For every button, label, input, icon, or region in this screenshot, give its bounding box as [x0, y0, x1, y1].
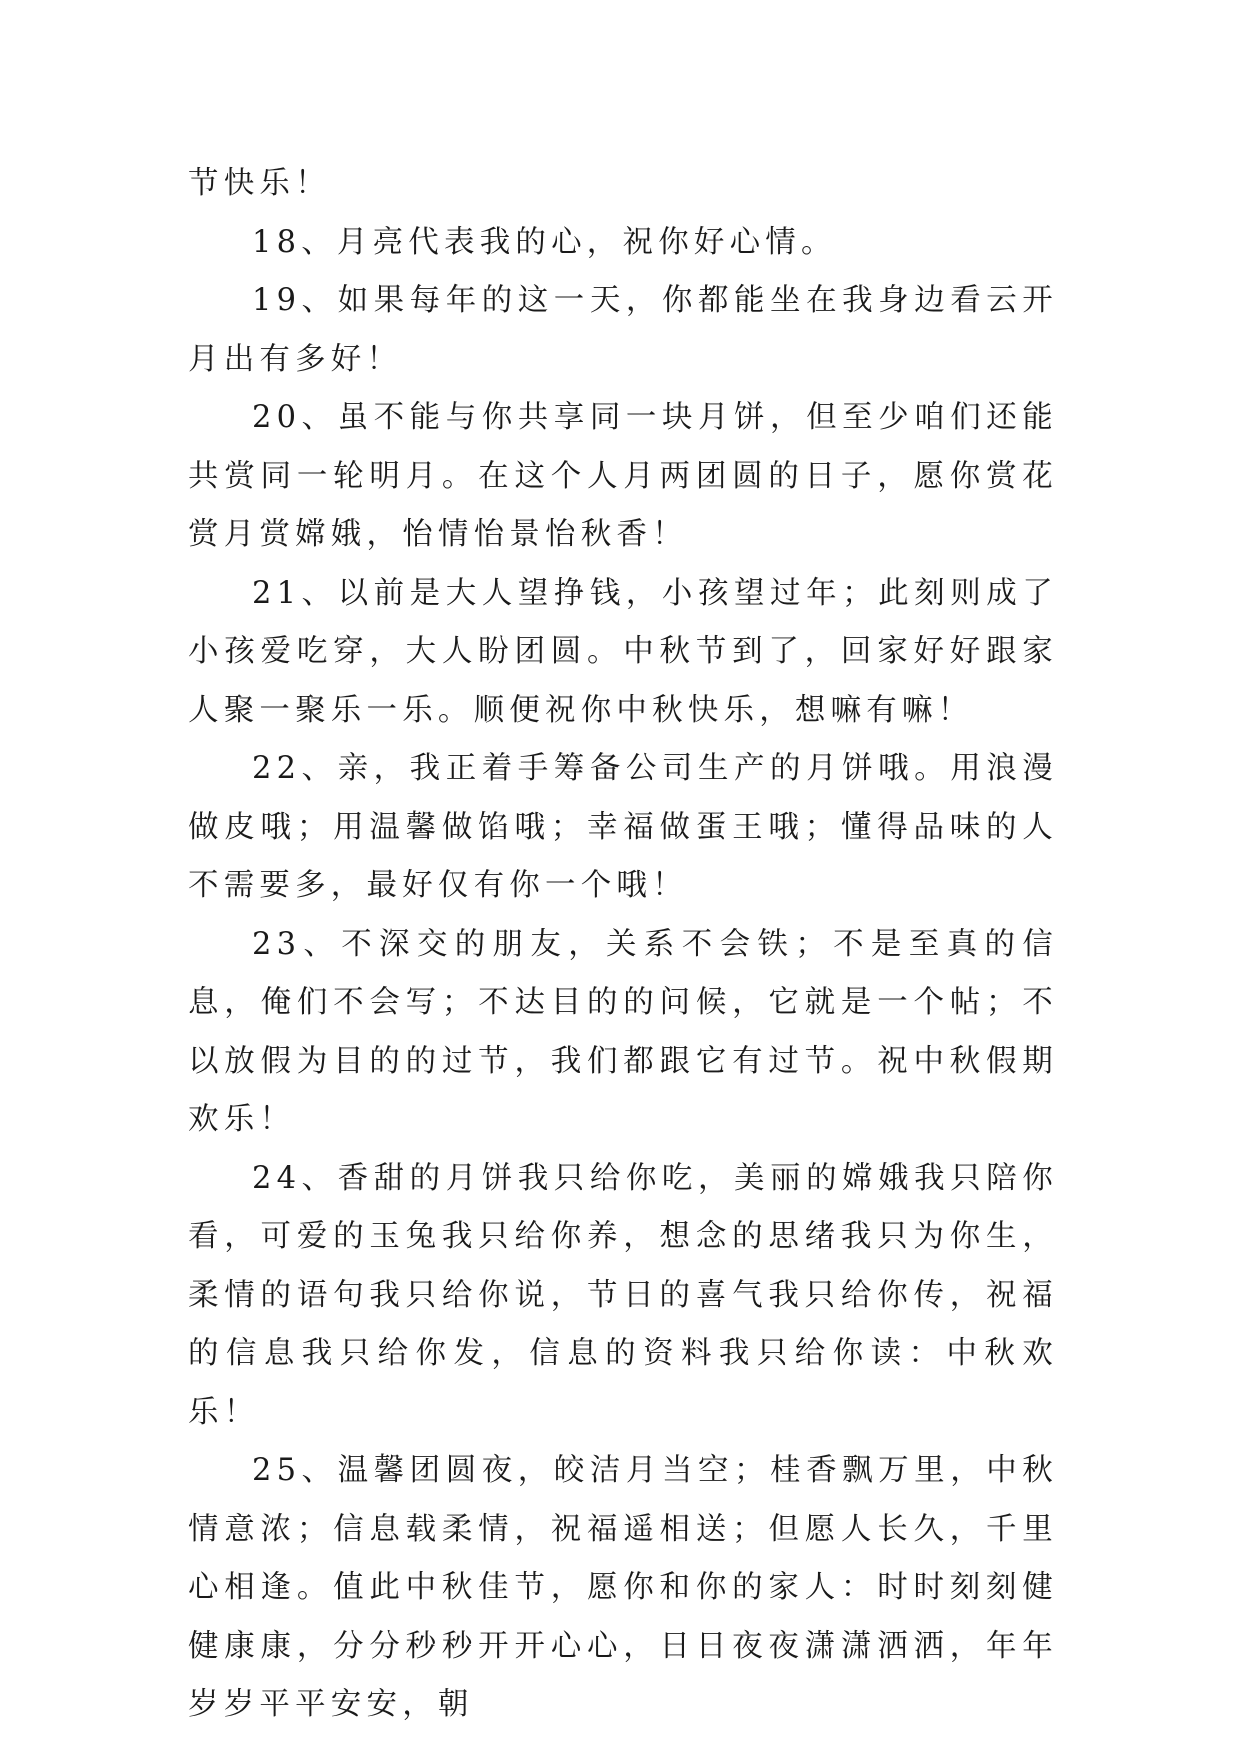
paragraph-24: 24、香甜的月饼我只给你吃，美丽的嫦娥我只陪你看，可爱的玉兔我只给你养，想念的思绪我只为你生，柔情的语句我只给你说，节日的喜气我只给你传，祝福的信息我只给你发，信息的资料我只给你读：中秋欢乐！ — [188, 1160, 1058, 1430]
paragraph-23: 23、不深交的朋友，关系不会铁；不是至真的信息，俺们不会写；不达目的的问候，它就是一个帖；不以放假为目的的过节，我们都跟它有过节。祝中秋假期欢乐！ — [188, 926, 1058, 1137]
paragraph-21: 21、以前是大人望挣钱，小孩望过年；此刻则成了小孩爱吃穿，大人盼团圆。中秋节到了，回家好好跟家人聚一聚乐一乐。顺便祝你中秋快乐，想嘛有嘛！ — [188, 575, 1058, 728]
document-body — [188, 155, 1058, 1735]
paragraph-continuation: 节快乐！ — [188, 166, 331, 201]
paragraph-18: 18、月亮代表我的心，祝你好心情。 — [252, 224, 837, 260]
paragraph-25: 25、温馨团圆夜，皎洁月当空；桂香飘万里，中秋情意浓；信息载柔情，祝福遥相送；但愿人长久，千里心相逢。值此中秋佳节，愿你和你的家人：时时刻刻健健康康，分分秒秒开开心心，日日夜夜潇潇洒洒，年年岁岁平平安安，朝 — [188, 1453, 1058, 1722]
paragraph-22: 22、亲，我正着手筹备公司生产的月饼哦。用浪漫做皮哦；用温馨做馅哦；幸福做蛋王哦；懂得品味的人不需要多，最好仅有你一个哦！ — [188, 751, 1058, 903]
paragraph-20: 20、虽不能与你共享同一块月饼，但至少咱们还能共赏同一轮明月。在这个人月两团圆的日子，愿你赏花赏月赏嫦娥，怡情怡景怡秋香！ — [188, 400, 1058, 552]
paragraph-19: 19、如果每年的这一天，你都能坐在我身边看云开月出有多好！ — [188, 283, 1058, 377]
